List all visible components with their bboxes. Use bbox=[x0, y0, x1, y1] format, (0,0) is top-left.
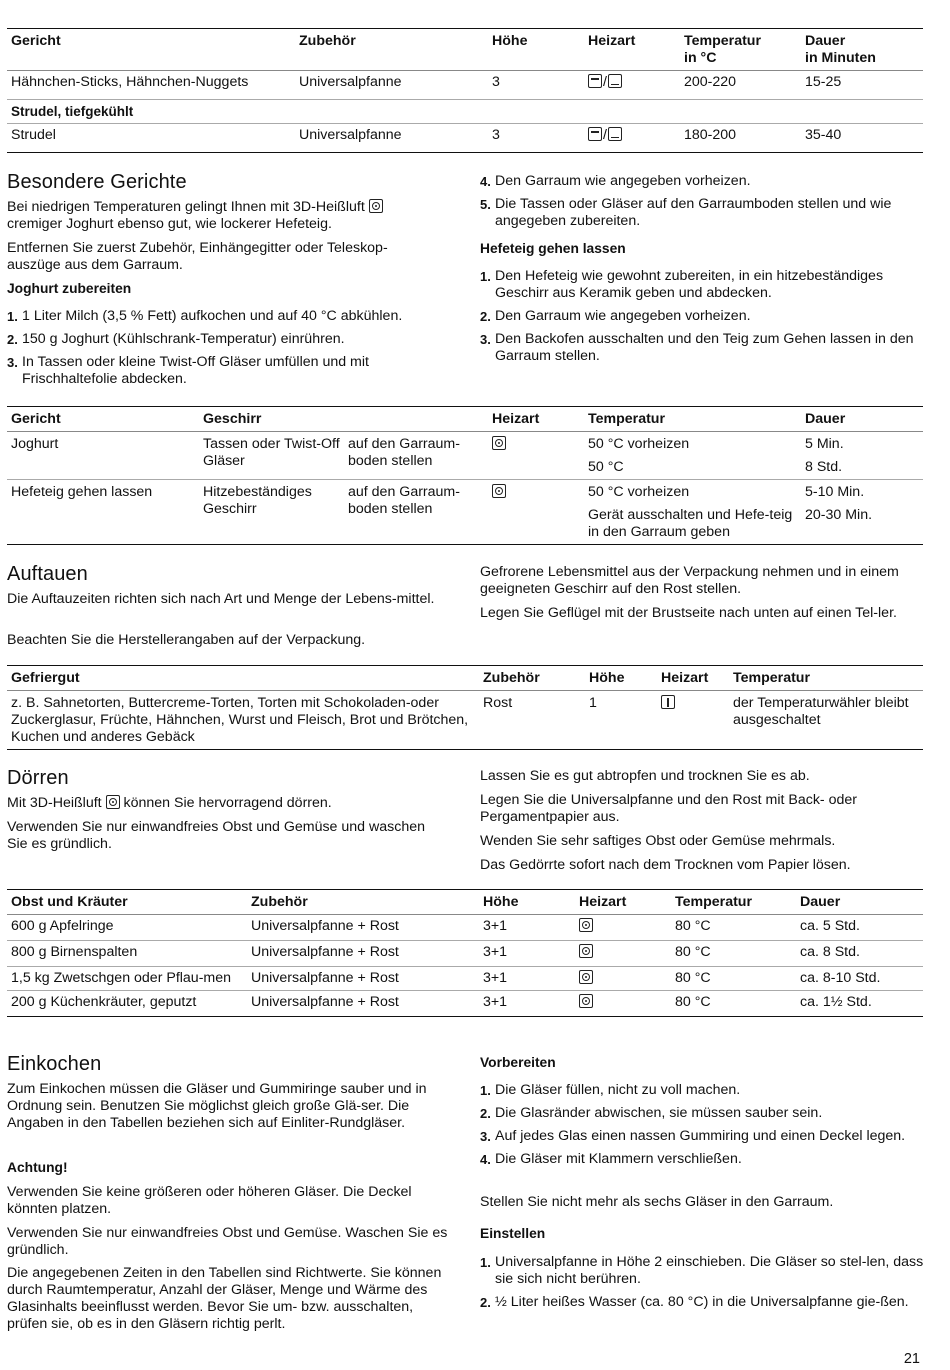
cell-gefriergut: z. B. Sahnetorten, Buttercreme-Torten, Torten mit Schokoladen-oder Zuckerglasur, Früchte, Hähnchen, Wurst und Fleisch, Brot und Brötchen, Kuchen und anderes Gebäck bbox=[7, 691, 479, 750]
cell-temperatur: 80 °C bbox=[671, 991, 796, 1017]
cell-hoehe: 3+1 bbox=[479, 967, 575, 991]
table-row bbox=[7, 967, 923, 991]
table-row bbox=[7, 480, 923, 545]
cell-heizart bbox=[575, 991, 671, 1017]
col-geschirr: Geschirr bbox=[199, 407, 488, 432]
achtung-heading: Achtung! bbox=[7, 1160, 68, 1175]
col-heizart: Heizart bbox=[584, 29, 680, 71]
table-header-row bbox=[7, 29, 923, 71]
col-dauer: Dauer bbox=[801, 407, 923, 432]
top-bottom-heat-icon bbox=[588, 74, 602, 88]
list-item: 3. Auf jedes Glas einen nassen Gummiring und einen Deckel legen. bbox=[480, 1128, 906, 1144]
cell-zubehoer: Universalpfanne + Rost bbox=[247, 915, 479, 941]
einkochen-p5: Stellen Sie nicht mehr als sechs Gläser in den Garraum. bbox=[480, 1194, 834, 1210]
cell-geschirr: Hitzebeständiges Geschirr bbox=[199, 480, 344, 545]
table-header-row bbox=[7, 666, 923, 691]
col-temperatur: Temperatur bbox=[584, 407, 801, 432]
table-row bbox=[7, 991, 923, 1017]
list-item: 3. In Tassen oder kleine Twist-Off Gläser umfüllen und mit Frischhaltefolie abdecken. bbox=[7, 354, 369, 387]
col-obst: Obst und Kräuter bbox=[7, 890, 247, 915]
col-gericht: Gericht bbox=[7, 407, 199, 432]
cell-dauer: ca. 8-10 Std. bbox=[796, 967, 923, 991]
col-temperatur: Temperatur in °C bbox=[680, 29, 801, 71]
col-temperatur: Temperatur bbox=[671, 890, 796, 915]
table-doerren bbox=[7, 889, 923, 1017]
cell-temperatur: der Temperaturwähler bleibt ausgeschaltet bbox=[729, 691, 923, 750]
col-heizart: Heizart bbox=[488, 407, 584, 432]
cell-dauer: 5-10 Min. 20-30 Min. bbox=[801, 480, 923, 545]
subheader-strudel: Strudel, tiefgekühlt bbox=[7, 100, 923, 124]
cell-geschirr: Tassen oder Twist-Off Gläser bbox=[199, 432, 344, 480]
cell-gericht: Strudel bbox=[7, 124, 295, 153]
list-item: 1. Universalpfanne in Höhe 2 einschieben. Die Gläser so stel-len, dass sie sich nicht berühren. bbox=[480, 1254, 924, 1287]
cell-hoehe: 3+1 bbox=[479, 991, 575, 1017]
vorbereiten-steps-list bbox=[480, 1082, 920, 1174]
doerren-p1: Mit 3D-Heißluft können Sie hervorragend dörren. bbox=[7, 795, 332, 811]
cell-heizart bbox=[575, 967, 671, 991]
list-item: 1. Die Gläser füllen, nicht zu voll machen. bbox=[480, 1082, 741, 1098]
col-temperatur: Temperatur bbox=[729, 666, 923, 691]
einkochen-p3: Verwenden Sie nur einwandfreies Obst und Gemüse. Waschen Sie es gründlich. bbox=[7, 1225, 448, 1258]
table-auftauen bbox=[7, 665, 923, 750]
cell-item: 200 g Küchenkräuter, geputzt bbox=[7, 991, 247, 1017]
auftauen-p1: Die Auftauzeiten richten sich nach Art und Menge der Lebens-mittel. bbox=[7, 591, 435, 607]
besondere-intro: Bei niedrigen Temperaturen gelingt Ihnen mit 3D-Heißluft cremiger Joghurt ebenso gut, wie lockerer Hefeteig. bbox=[7, 199, 467, 233]
cell-dauer: 35-40 bbox=[801, 124, 923, 153]
cell-gericht: Joghurt bbox=[7, 432, 199, 480]
cell-temperatur: 50 °C vorheizen Gerät ausschalten und Hefe-teig in den Garraum geben bbox=[584, 480, 801, 545]
doerren-p4: Legen Sie die Universalpfanne und den Rost mit Back- oder Pergamentpapier aus. bbox=[480, 792, 857, 825]
joghurt-steps-list bbox=[7, 308, 462, 394]
col-zubehoer: Zubehör bbox=[479, 666, 585, 691]
cell-zubehoer: Universalpfanne bbox=[295, 124, 488, 153]
doerren-p3: Lassen Sie es gut abtropfen und trocknen Sie es ab. bbox=[480, 768, 810, 784]
cell-ort: auf den Garraum-boden stellen bbox=[344, 432, 488, 480]
3d-hot-air-icon bbox=[492, 436, 506, 450]
list-item: 4. Die Gläser mit Klammern verschließen. bbox=[480, 1151, 742, 1167]
col-gericht: Gericht bbox=[7, 29, 295, 71]
circotherm-icon bbox=[608, 127, 622, 141]
col-heizart: Heizart bbox=[657, 666, 729, 691]
einkochen-p1: Zum Einkochen müssen die Gläser und Gummiringe sauber und in Ordnung sein. Benutzen Sie möglichst gleich große Glä-ser. Die Angaben in den Tabellen beziehen sich auf Einliter-Rundgläser. bbox=[7, 1081, 427, 1131]
cell-temperatur: 200-220 bbox=[680, 71, 801, 100]
einstellen-heading: Einstellen bbox=[480, 1226, 546, 1241]
table-row bbox=[7, 915, 923, 941]
list-item: 4. Den Garraum wie angegeben vorheizen. bbox=[480, 173, 751, 189]
col-hoehe: Höhe bbox=[585, 666, 657, 691]
3d-hot-air-icon bbox=[579, 944, 593, 958]
einkochen-p2: Verwenden Sie keine größeren oder höheren Gläser. Die Deckel könnten platzen. bbox=[7, 1184, 412, 1217]
table-row bbox=[7, 71, 923, 100]
auftauen-p3: Gefrorene Lebensmittel aus der Verpackung nehmen und in einem geeigneten Geschirr auf den Rost stellen. bbox=[480, 564, 899, 597]
list-item: 1. Den Hefeteig wie gewohnt zubereiten, in ein hitzebeständiges Geschirr aus Keramik geben und abdecken. bbox=[480, 268, 884, 301]
cell-zubehoer: Universalpfanne bbox=[295, 71, 488, 100]
cell-dauer: ca. 8 Std. bbox=[796, 941, 923, 967]
col-hoehe: Höhe bbox=[488, 29, 584, 71]
col-hoehe: Höhe bbox=[479, 890, 575, 915]
cell-heizart bbox=[575, 915, 671, 941]
cell-dauer: ca. 5 Std. bbox=[796, 915, 923, 941]
cell-gericht: Hefeteig gehen lassen bbox=[7, 480, 199, 545]
cell-zubehoer: Universalpfanne + Rost bbox=[247, 941, 479, 967]
table-row bbox=[7, 941, 923, 967]
list-item: 2. ½ Liter heißes Wasser (ca. 80 °C) in die Universalpfanne gie-ßen. bbox=[480, 1294, 909, 1310]
section-title-besondere-gerichte: Besondere Gerichte bbox=[7, 171, 187, 193]
cell-temperatur: 50 °C vorheizen 50 °C bbox=[584, 432, 801, 480]
3d-hot-air-icon bbox=[579, 918, 593, 932]
list-item: 5. Die Tassen oder Gläser auf den Garraumboden stellen und wie angegeben zubereiten. bbox=[480, 196, 892, 229]
col-gefriergut: Gefriergut bbox=[7, 666, 479, 691]
list-item: 2. 150 g Joghurt (Kühlschrank-Temperatur) einrühren. bbox=[7, 331, 345, 347]
cell-hoehe: 3 bbox=[488, 124, 584, 153]
cell-ort: auf den Garraum-boden stellen bbox=[344, 480, 488, 545]
auftauen-p2: Beachten Sie die Herstellerangaben auf der Verpackung. bbox=[7, 632, 366, 648]
cell-item: 600 g Apfelringe bbox=[7, 915, 247, 941]
col-zubehoer: Zubehör bbox=[295, 29, 488, 71]
col-dauer: Dauer bbox=[796, 890, 923, 915]
col-heizart: Heizart bbox=[575, 890, 671, 915]
table-joghurt-hefeteig bbox=[7, 406, 923, 545]
cell-heizart bbox=[488, 480, 584, 545]
col-zubehoer: Zubehör bbox=[247, 890, 479, 915]
cell-zubehoer: Universalpfanne + Rost bbox=[247, 991, 479, 1017]
cell-temperatur: 80 °C bbox=[671, 915, 796, 941]
cell-item: 800 g Birnenspalten bbox=[7, 941, 247, 967]
cell-heizart bbox=[575, 941, 671, 967]
3d-hot-air-icon bbox=[492, 484, 506, 498]
table-row bbox=[7, 124, 923, 153]
3d-hot-air-icon bbox=[579, 970, 593, 984]
cell-temperatur: 80 °C bbox=[671, 941, 796, 967]
section-title-doerren: Dörren bbox=[7, 767, 69, 789]
cell-dauer: 5 Min. 8 Std. bbox=[801, 432, 923, 480]
table-strudel bbox=[7, 28, 923, 153]
auftauen-p4: Legen Sie Geflügel mit der Brustseite nach unten auf einen Tel-ler. bbox=[480, 605, 897, 621]
3d-hot-air-icon bbox=[579, 994, 593, 1008]
section-title-auftauen: Auftauen bbox=[7, 563, 88, 585]
table-row bbox=[7, 691, 923, 750]
defrost-icon bbox=[661, 695, 675, 709]
doerren-p5: Wenden Sie sehr saftiges Obst oder Gemüse mehrmals. bbox=[480, 833, 836, 849]
list-item: 1. 1 Liter Milch (3,5 % Fett) aufkochen und auf 40 °C abkühlen. bbox=[7, 308, 403, 324]
cell-hoehe: 3+1 bbox=[479, 915, 575, 941]
col-dauer: Dauer in Minuten bbox=[801, 29, 923, 71]
cell-zubehoer: Universalpfanne + Rost bbox=[247, 967, 479, 991]
table-header-row bbox=[7, 890, 923, 915]
3d-hot-air-icon bbox=[106, 795, 120, 809]
3d-hot-air-icon bbox=[369, 199, 383, 213]
circotherm-icon bbox=[608, 74, 622, 88]
cell-heizart bbox=[657, 691, 729, 750]
cell-heizart: / bbox=[584, 124, 680, 153]
cell-gericht: Hähnchen-Sticks, Hähnchen-Nuggets bbox=[7, 71, 295, 100]
cell-dauer: 15-25 bbox=[801, 71, 923, 100]
einkochen-p4: Die angegebenen Zeiten in den Tabellen sind Richtwerte. Sie können durch Raumtemperatur, Anzahl der Gläser, Menge und Wärme des Glasinhalts beeinflusst werden. Bevor Sie um- bzw. ausschalten, prüfen sie, ob es in den Gläsern richtig perlt. bbox=[7, 1265, 442, 1332]
list-item: 3. Den Backofen ausschalten und den Teig zum Gehen lassen in den Garraum stellen. bbox=[480, 331, 914, 364]
cell-zubehoer: Rost bbox=[479, 691, 585, 750]
table-row bbox=[7, 432, 923, 480]
einstellen-steps-list bbox=[480, 1254, 925, 1317]
besondere-p2: Entfernen Sie zuerst Zubehör, Einhängegitter oder Teleskop-auszüge aus dem Garraum. bbox=[7, 240, 388, 273]
list-item: 2. Den Garraum wie angegeben vorheizen. bbox=[480, 308, 751, 324]
doerren-p2: Verwenden Sie nur einwandfreies Obst und Gemüse und waschen Sie es gründlich. bbox=[7, 819, 425, 852]
cell-hoehe: 3+1 bbox=[479, 941, 575, 967]
cell-hoehe: 1 bbox=[585, 691, 657, 750]
cell-item: 1,5 kg Zwetschgen oder Pflau-men bbox=[7, 967, 247, 991]
hefeteig-heading: Hefeteig gehen lassen bbox=[480, 241, 626, 256]
vorbereiten-heading: Vorbereiten bbox=[480, 1055, 556, 1070]
table-subheader-row bbox=[7, 100, 923, 124]
top-bottom-heat-icon bbox=[588, 127, 602, 141]
hefeteig-steps-list bbox=[480, 268, 920, 371]
cell-hoehe: 3 bbox=[488, 71, 584, 100]
cell-temperatur: 180-200 bbox=[680, 124, 801, 153]
joghurt-steps-list-continued bbox=[480, 173, 920, 236]
cell-heizart bbox=[488, 432, 584, 480]
section-title-einkochen: Einkochen bbox=[7, 1053, 102, 1075]
cell-dauer: ca. 1½ Std. bbox=[796, 991, 923, 1017]
joghurt-heading: Joghurt zubereiten bbox=[7, 281, 132, 296]
page-number: 21 bbox=[903, 1351, 920, 1367]
list-item: 2. Die Glasränder abwischen, sie müssen sauber sein. bbox=[480, 1105, 823, 1121]
cell-heizart: / bbox=[584, 71, 680, 100]
doerren-p6: Das Gedörrte sofort nach dem Trocknen vom Papier lösen. bbox=[480, 857, 851, 873]
cell-temperatur: 80 °C bbox=[671, 967, 796, 991]
table-header-row bbox=[7, 407, 923, 432]
